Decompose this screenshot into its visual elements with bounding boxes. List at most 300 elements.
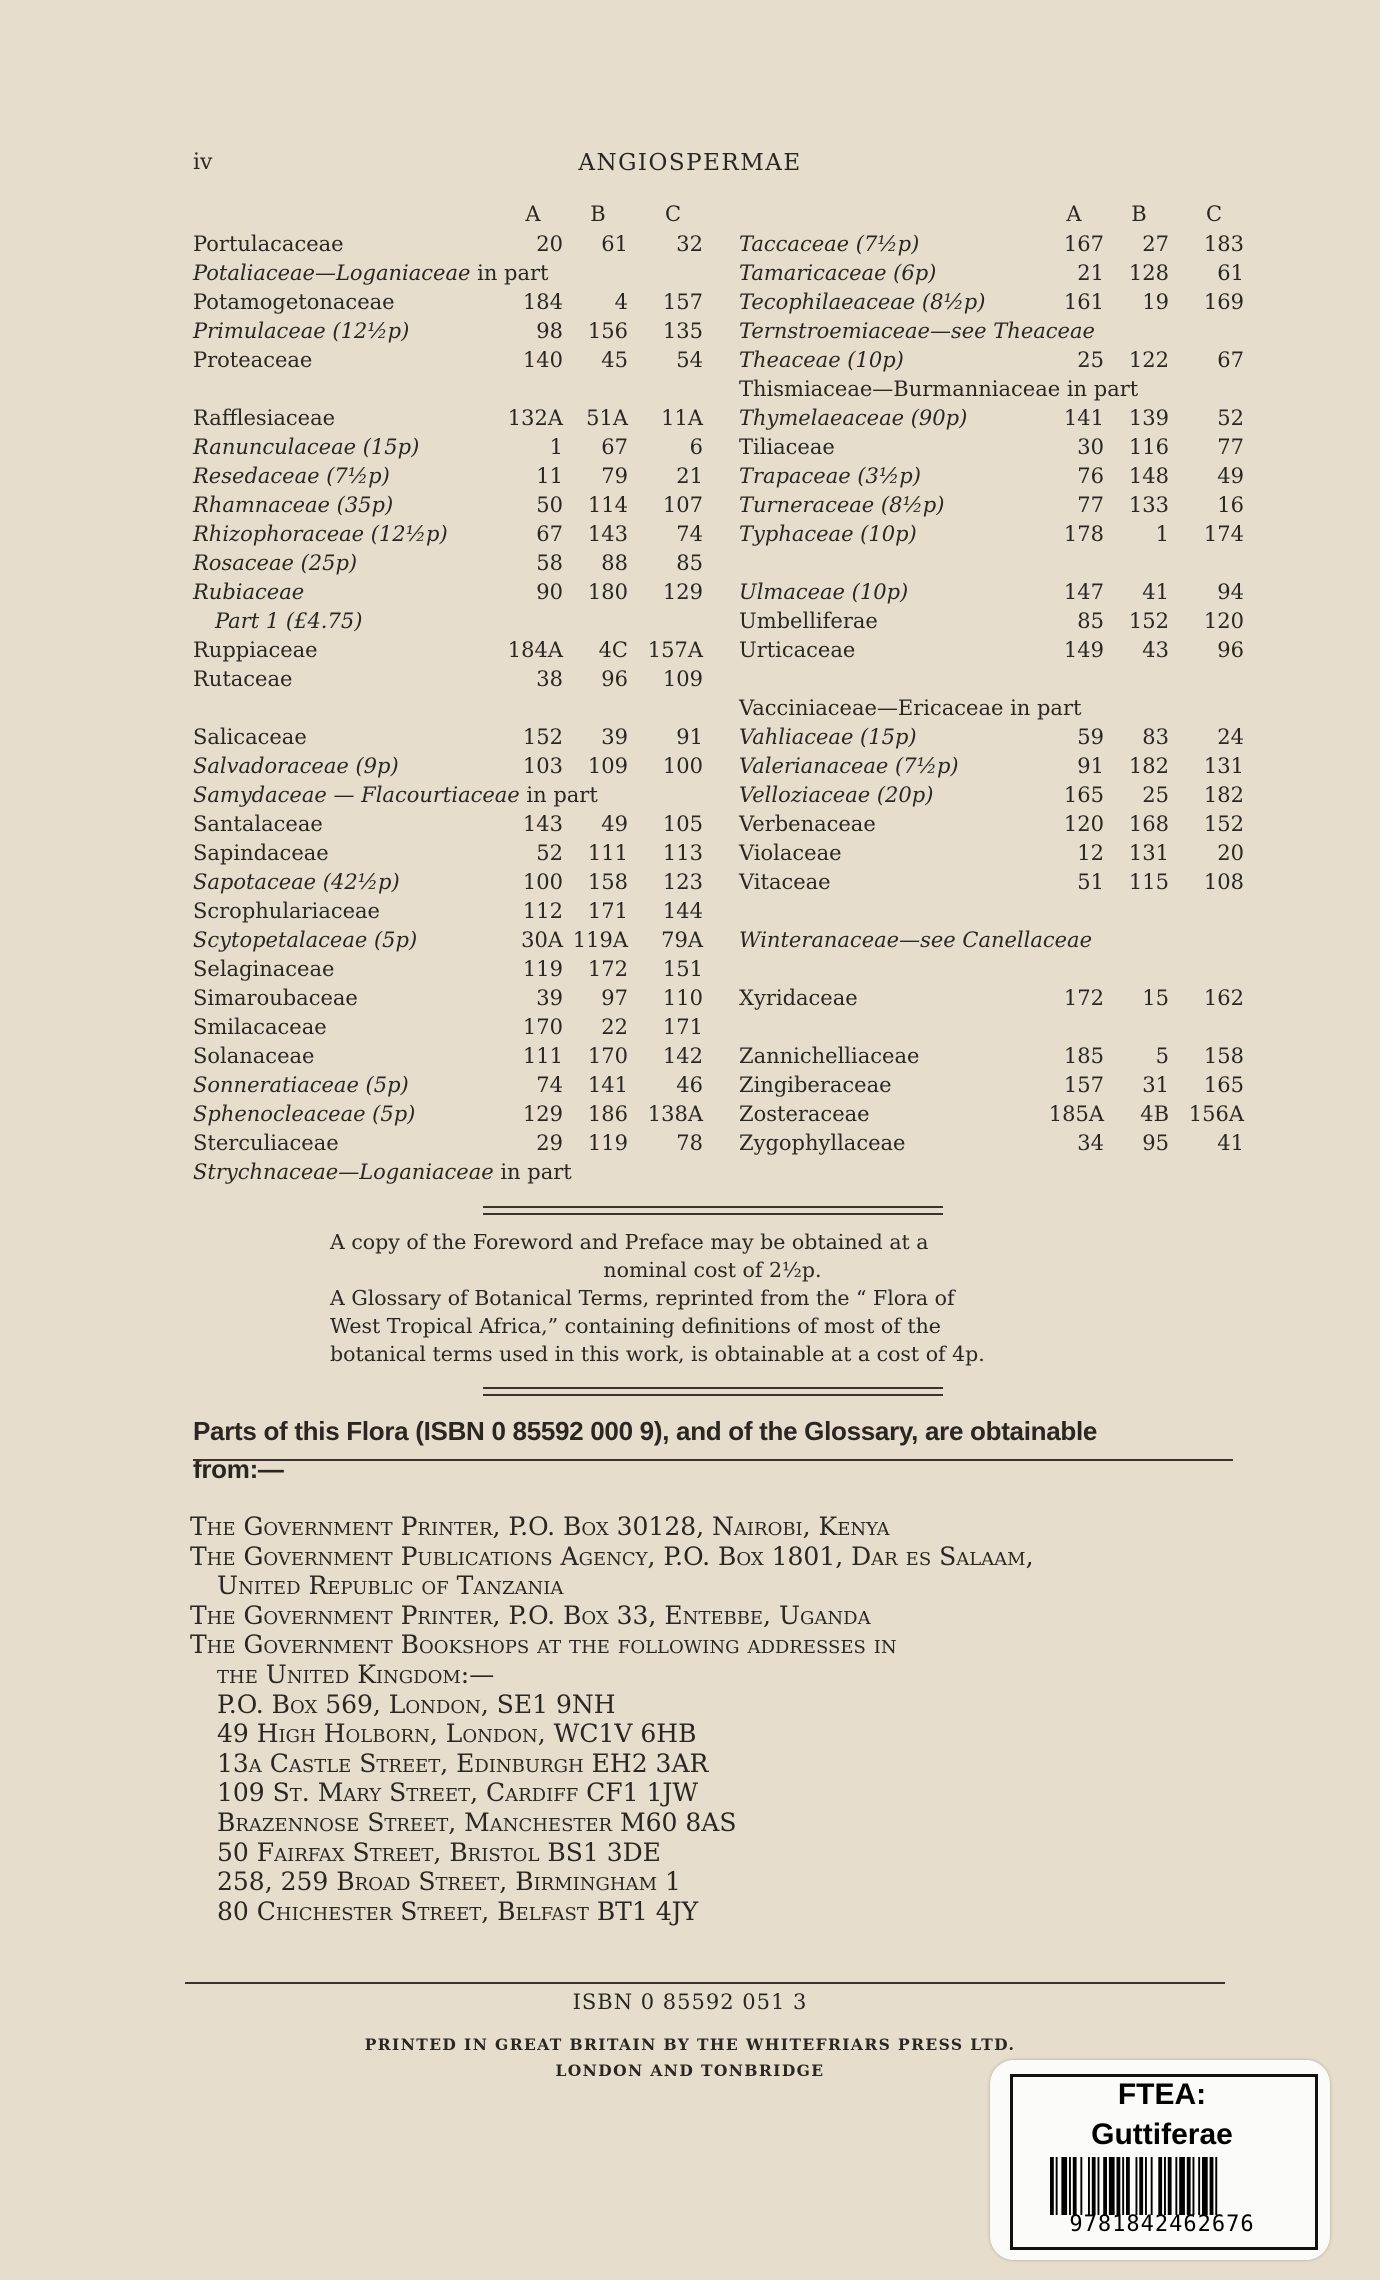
index-entry — [739, 491, 1244, 520]
value-c: 41 — [1217, 1131, 1244, 1155]
family-name — [193, 1071, 409, 1100]
family-name-text: Zosteraceae — [739, 1102, 870, 1126]
index-entry — [193, 984, 703, 1013]
notes-block — [330, 1228, 1095, 1368]
value-a: 30 — [1077, 435, 1104, 459]
value-b: 27 — [1142, 232, 1169, 256]
value-a: 172 — [1063, 986, 1104, 1010]
family-name-text: Xyridaceae — [739, 986, 858, 1010]
address-line: United Republic of Tanzania — [217, 1571, 564, 1601]
value-a: 77 — [1077, 493, 1104, 517]
value-a: 152 — [522, 725, 563, 749]
value-b: 114 — [587, 493, 628, 517]
index-entry — [739, 868, 1244, 897]
value-a: 52 — [536, 841, 563, 865]
family-name — [193, 723, 307, 752]
index-entry — [739, 1129, 1244, 1158]
value-b: 182 — [1128, 754, 1169, 778]
index-column-right — [739, 200, 1244, 1158]
index-entry — [193, 839, 703, 868]
value-c: 67 — [1217, 348, 1244, 372]
value-a: 59 — [1077, 725, 1104, 749]
value-a: 25 — [1077, 348, 1104, 372]
family-name — [739, 694, 1081, 723]
family-name-suffix: in part — [470, 261, 549, 285]
running-head: ANGIOSPERMAE — [578, 150, 802, 176]
index-entry — [739, 781, 1244, 810]
family-name-text: Tecophilaeaceae (8½p) — [739, 290, 986, 314]
value-b: 133 — [1128, 493, 1169, 517]
family-name-text: Salicaceae — [193, 725, 307, 749]
index-entry — [739, 1042, 1244, 1071]
value-a: 30A — [521, 928, 563, 952]
family-name-text: Primulaceae (12½p) — [193, 319, 410, 343]
index-entry — [193, 317, 703, 346]
family-name-text: Selaginaceae — [193, 957, 335, 981]
family-name-text: Scytopetalaceae (5p) — [193, 928, 418, 952]
value-b: 61 — [601, 232, 628, 256]
value-b: 22 — [601, 1015, 628, 1039]
value-b: 39 — [601, 725, 628, 749]
family-name-text: Samydaceae — Flacourtiaceae — [193, 783, 520, 807]
value-a: 11 — [536, 464, 563, 488]
value-c: 135 — [662, 319, 703, 343]
family-name-text: Potamogetonaceae — [193, 290, 395, 314]
index-entry — [193, 346, 703, 375]
glossary-note-line: West Tropical Africa,” containing definitions of most of the — [330, 1314, 941, 1338]
family-name — [193, 433, 419, 462]
spacer — [739, 665, 1244, 694]
double-rule-bottom — [483, 1387, 943, 1396]
family-name-text: Valerianaceae (7½p) — [739, 754, 959, 778]
value-b: 67 — [601, 435, 628, 459]
value-b: 109 — [587, 754, 628, 778]
value-c: 52 — [1217, 406, 1244, 430]
family-name-text: Smilacaceae — [193, 1015, 327, 1039]
value-a: 103 — [522, 754, 563, 778]
value-a: 119 — [522, 957, 563, 981]
value-c: 94 — [1217, 580, 1244, 604]
value-b: 1 — [1155, 522, 1169, 546]
family-name — [193, 1100, 415, 1129]
value-c: 152 — [1203, 812, 1244, 836]
parts-heading — [193, 1412, 1233, 1488]
family-name — [739, 926, 1092, 955]
value-b: 158 — [587, 870, 628, 894]
family-name — [193, 230, 344, 259]
value-c: 162 — [1203, 986, 1244, 1010]
parts-heading-line: Parts of this Flora (ISBN 0 85592 000 9), and of the Glossary, are obtainable — [193, 1416, 1098, 1446]
value-c: 151 — [662, 957, 703, 981]
value-a: 161 — [1063, 290, 1104, 314]
value-c: 157A — [647, 638, 703, 662]
family-name — [193, 984, 358, 1013]
value-a: 157 — [1063, 1073, 1104, 1097]
value-c: 24 — [1217, 725, 1244, 749]
value-b: 45 — [601, 348, 628, 372]
index-entry — [739, 404, 1244, 433]
value-a: 21 — [1077, 261, 1104, 285]
family-name — [739, 346, 904, 375]
value-b: 49 — [601, 812, 628, 836]
value-b: 41 — [1142, 580, 1169, 604]
index-entry — [193, 520, 703, 549]
family-name — [739, 984, 858, 1013]
column-header-row — [739, 200, 1244, 230]
address-line: The Government Bookshops at the following addresses in — [190, 1630, 897, 1660]
value-c: 142 — [662, 1044, 703, 1068]
family-name-text: Zygophyllaceae — [739, 1131, 906, 1155]
value-b: 119 — [587, 1131, 628, 1155]
family-name-text: Taccaceae (7½p) — [739, 232, 920, 256]
index-entry — [193, 1013, 703, 1042]
family-name — [193, 897, 380, 926]
foreword-note-line: nominal cost of 2½p. — [603, 1258, 822, 1282]
value-c: 91 — [676, 725, 703, 749]
value-a: 129 — [522, 1102, 563, 1126]
value-a: 98 — [536, 319, 563, 343]
value-a: 170 — [522, 1015, 563, 1039]
value-c: 165 — [1203, 1073, 1244, 1097]
address-line: P.O. Box 569, London, SE1 9NH — [217, 1689, 616, 1719]
address-line: The Government Publications Agency, P.O. Box 1801, Dar es Salaam, — [190, 1541, 1034, 1571]
spacer — [739, 897, 1244, 926]
family-name — [739, 1071, 892, 1100]
family-name-suffix: in part — [493, 1160, 572, 1184]
value-b: 141 — [587, 1073, 628, 1097]
index-entry — [739, 433, 1244, 462]
barcode-icon — [1050, 2157, 1270, 2215]
value-b: 168 — [1128, 812, 1169, 836]
value-c: 61 — [1217, 261, 1244, 285]
family-name — [193, 955, 334, 984]
address-line: Brazennose Street, Manchester M60 8AS — [217, 1807, 737, 1837]
value-c: 11A — [661, 406, 703, 430]
value-b: 15 — [1142, 986, 1169, 1010]
family-name — [193, 1013, 327, 1042]
value-c: 113 — [662, 841, 703, 865]
column-header: B — [590, 202, 606, 226]
family-name — [739, 404, 967, 433]
family-name — [739, 230, 919, 259]
page-number: iv — [193, 150, 213, 175]
family-name — [193, 317, 409, 346]
value-a: 120 — [1063, 812, 1104, 836]
family-name — [739, 636, 855, 665]
index-entry — [739, 1071, 1244, 1100]
value-b: 128 — [1128, 261, 1169, 285]
family-name — [739, 723, 917, 752]
index-entry — [193, 259, 703, 288]
value-b: 119A — [572, 928, 628, 952]
value-a: 34 — [1077, 1131, 1104, 1155]
family-name — [193, 868, 400, 897]
value-c: 85 — [676, 551, 703, 575]
value-b: 43 — [1142, 638, 1169, 662]
family-name-text: Rhizophoraceae (12½p) — [193, 522, 448, 546]
spacer — [739, 955, 1244, 984]
value-c: 74 — [676, 522, 703, 546]
sticker-subtitle: Guttiferae — [1091, 2118, 1233, 2151]
value-c: 158 — [1203, 1044, 1244, 1068]
value-c: 6 — [689, 435, 703, 459]
family-name — [739, 868, 831, 897]
value-a: 165 — [1063, 783, 1104, 807]
family-name — [193, 665, 292, 694]
family-name-text: Velloziaceae (20p) — [739, 783, 934, 807]
family-name-text: Urticaceae — [739, 638, 856, 662]
family-name — [739, 752, 959, 781]
value-c: 105 — [662, 812, 703, 836]
value-c: 21 — [676, 464, 703, 488]
index-entry — [193, 404, 703, 433]
bottom-rule — [185, 1982, 1225, 1984]
family-name-text: Theaceae (10p) — [739, 348, 904, 372]
value-a: 132A — [507, 406, 563, 430]
value-b: 116 — [1128, 435, 1169, 459]
value-c: 144 — [662, 899, 703, 923]
value-a: 140 — [522, 348, 563, 372]
family-name — [739, 781, 933, 810]
value-b: 186 — [587, 1102, 628, 1126]
foreword-note-line: A copy of the Foreword and Preface may be obtained at a — [330, 1230, 929, 1254]
value-c: 32 — [676, 232, 703, 256]
index-entry — [739, 636, 1244, 665]
family-name-text: Part 1 (£4.75) — [215, 609, 363, 633]
family-name — [193, 781, 598, 810]
value-b: 4 — [614, 290, 628, 314]
column-header: C — [664, 202, 682, 226]
value-a: 67 — [536, 522, 563, 546]
index-entry — [193, 1129, 703, 1158]
value-b: 131 — [1128, 841, 1169, 865]
family-name-text: Trapaceae (3½p) — [739, 464, 921, 488]
family-name-text: Ternstroemiaceae—see Theaceae — [739, 319, 1095, 343]
value-c: 182 — [1203, 783, 1244, 807]
family-name-text: Solanaceae — [193, 1044, 315, 1068]
address-line: 109 St. Mary Street, Cardiff CF1 1JW — [217, 1778, 699, 1808]
value-b: 122 — [1128, 348, 1169, 372]
value-a: 74 — [536, 1073, 563, 1097]
family-name — [193, 1042, 314, 1071]
family-name-text: Portulacaceae — [193, 232, 344, 256]
value-a: 1 — [549, 435, 563, 459]
family-name-text: Vacciniaceae—Ericaceae in part — [739, 696, 1082, 720]
family-name — [193, 1129, 339, 1158]
family-name — [193, 810, 323, 839]
sticker-number: 9781842462676 — [1069, 2212, 1255, 2237]
family-name-text: Violaceae — [739, 841, 842, 865]
value-c: 49 — [1217, 464, 1244, 488]
index-entry — [193, 752, 703, 781]
value-b: 5 — [1155, 1044, 1169, 1068]
family-name — [739, 578, 908, 607]
value-c: 183 — [1203, 232, 1244, 256]
index-entry — [739, 752, 1244, 781]
family-name — [739, 433, 835, 462]
value-c: 96 — [1217, 638, 1244, 662]
value-a: 149 — [1063, 638, 1104, 662]
family-name-text: Zannichelliaceae — [739, 1044, 920, 1068]
family-name — [739, 375, 1138, 404]
family-name-text: Winteranaceae—see Canellaceae — [739, 928, 1093, 952]
index-entry — [739, 520, 1244, 549]
family-name-text: Vahliaceae (15p) — [739, 725, 917, 749]
column-header-row — [193, 200, 703, 230]
value-b: 25 — [1142, 783, 1169, 807]
column-header: C — [1205, 202, 1223, 226]
family-name-text: Ruppiaceae — [193, 638, 318, 662]
family-name — [193, 636, 318, 665]
value-b: 4B — [1140, 1102, 1169, 1126]
value-c: 54 — [676, 348, 703, 372]
family-name — [193, 926, 417, 955]
index-entry — [739, 694, 1244, 723]
family-name-text: Strychnaceae—Loganiaceae — [193, 1160, 494, 1184]
family-name-text: Thymelaeaceae (90p) — [739, 406, 968, 430]
family-name-text: Salvadoraceae (9p) — [193, 754, 399, 778]
family-name — [193, 839, 329, 868]
family-name-text: Santalaceae — [193, 812, 323, 836]
family-name-text: Sapotaceae (42½p) — [193, 870, 400, 894]
value-a: 167 — [1063, 232, 1104, 256]
value-a: 39 — [536, 986, 563, 1010]
index-entry — [739, 317, 1244, 346]
value-b: 4C — [598, 638, 628, 662]
index-entry — [193, 1071, 703, 1100]
family-name-text: Verbenaceae — [739, 812, 876, 836]
value-c: 120 — [1203, 609, 1244, 633]
value-a: 76 — [1077, 464, 1104, 488]
index-entry — [739, 462, 1244, 491]
value-a: 90 — [536, 580, 563, 604]
family-name — [739, 520, 917, 549]
value-b: 139 — [1128, 406, 1169, 430]
value-c: 123 — [662, 870, 703, 894]
family-name — [193, 462, 390, 491]
value-b: 88 — [601, 551, 628, 575]
value-c: 171 — [662, 1015, 703, 1039]
index-entry — [193, 1042, 703, 1071]
family-name-text: Rhamnaceae (35p) — [193, 493, 394, 517]
index-entry — [739, 607, 1244, 636]
index-entry — [193, 462, 703, 491]
family-name — [193, 578, 304, 607]
value-c: 156A — [1188, 1102, 1244, 1126]
value-a: 29 — [536, 1131, 563, 1155]
family-name-text: Turneraceae (8½p) — [739, 493, 945, 517]
value-c: 110 — [662, 986, 703, 1010]
family-name — [739, 1129, 905, 1158]
family-name — [739, 259, 936, 288]
family-name-text: Ranunculaceae (15p) — [193, 435, 420, 459]
family-name-text: Vitaceae — [739, 870, 831, 894]
family-name — [739, 1100, 870, 1129]
index-entry — [193, 955, 703, 984]
value-b: 83 — [1142, 725, 1169, 749]
column-header: B — [1131, 202, 1147, 226]
value-c: 46 — [676, 1073, 703, 1097]
spacer — [739, 549, 1244, 578]
address-line: 13a Castle Street, Edinburgh EH2 3AR — [217, 1748, 709, 1778]
address-line: 258, 259 Broad Street, Birmingham 1 — [217, 1867, 681, 1897]
value-c: 78 — [676, 1131, 703, 1155]
printer-line: PRINTED IN GREAT BRITAIN BY THE WHITEFRIARS PRESS LTD. — [364, 2035, 1016, 2054]
family-name — [193, 549, 357, 578]
value-a: 91 — [1077, 754, 1104, 778]
isbn: ISBN 0 85592 051 3 — [572, 1990, 808, 2014]
index-entry — [193, 433, 703, 462]
index-column-left — [193, 200, 703, 1187]
value-c: 77 — [1217, 435, 1244, 459]
value-b: 97 — [601, 986, 628, 1010]
value-b: 148 — [1128, 464, 1169, 488]
value-c: 157 — [662, 290, 703, 314]
value-b: 79 — [601, 464, 628, 488]
value-b: 51A — [586, 406, 628, 430]
family-name-text: Simaroubaceae — [193, 986, 358, 1010]
value-a: 185A — [1048, 1102, 1104, 1126]
value-a: 58 — [536, 551, 563, 575]
index-entry — [193, 1100, 703, 1129]
family-name-text: Rubiaceae — [193, 580, 305, 604]
glossary-note-line: A Glossary of Botanical Terms, reprinted from the “ Flora of — [330, 1286, 955, 1310]
index-entry — [739, 288, 1244, 317]
spacer — [739, 1013, 1244, 1042]
value-c: 108 — [1203, 870, 1244, 894]
family-name — [193, 404, 335, 433]
index-entry — [193, 810, 703, 839]
index-entry — [193, 578, 703, 607]
glossary-note-line: botanical terms used in this work, is obtainable at a cost of 4p. — [330, 1342, 985, 1366]
family-name — [193, 288, 395, 317]
address-line: 50 Fairfax Street, Bristol BS1 3DE — [217, 1837, 661, 1867]
address-line: The Government Printer, P.O. Box 30128, Nairobi, Kenya — [190, 1512, 890, 1541]
family-name-text: Ulmaceae (10p) — [739, 580, 909, 604]
family-name — [739, 491, 944, 520]
family-name-text: Sphenocleaceae (5p) — [193, 1102, 416, 1126]
value-c: 138A — [647, 1102, 703, 1126]
value-b: 180 — [587, 580, 628, 604]
value-a: 111 — [522, 1044, 563, 1068]
address-list — [190, 1512, 1250, 1926]
value-b: 172 — [587, 957, 628, 981]
value-c: 169 — [1203, 290, 1244, 314]
double-rule-top — [483, 1206, 943, 1215]
value-b: 96 — [601, 667, 628, 691]
family-name-text: Sterculiaceae — [193, 1131, 339, 1155]
family-name-text: Umbelliferae — [739, 609, 878, 633]
index-entry — [193, 665, 703, 694]
value-c: 79A — [661, 928, 703, 952]
index-entry — [193, 230, 703, 259]
value-c: 20 — [1217, 841, 1244, 865]
value-c: 131 — [1203, 754, 1244, 778]
value-b: 170 — [587, 1044, 628, 1068]
value-a: 143 — [522, 812, 563, 836]
value-b: 31 — [1142, 1073, 1169, 1097]
index-entry — [193, 1158, 703, 1187]
address-line: 49 High Holborn, London, WC1V 6HB — [217, 1719, 697, 1749]
printer-line: LONDON AND TONBRIDGE — [555, 2061, 825, 2080]
sticker-title: FTEA: — [1117, 2078, 1207, 2111]
family-name — [193, 491, 393, 520]
value-a: 184A — [507, 638, 563, 662]
value-a: 12 — [1077, 841, 1104, 865]
family-name — [739, 607, 878, 636]
value-c: 100 — [662, 754, 703, 778]
value-a: 50 — [536, 493, 563, 517]
